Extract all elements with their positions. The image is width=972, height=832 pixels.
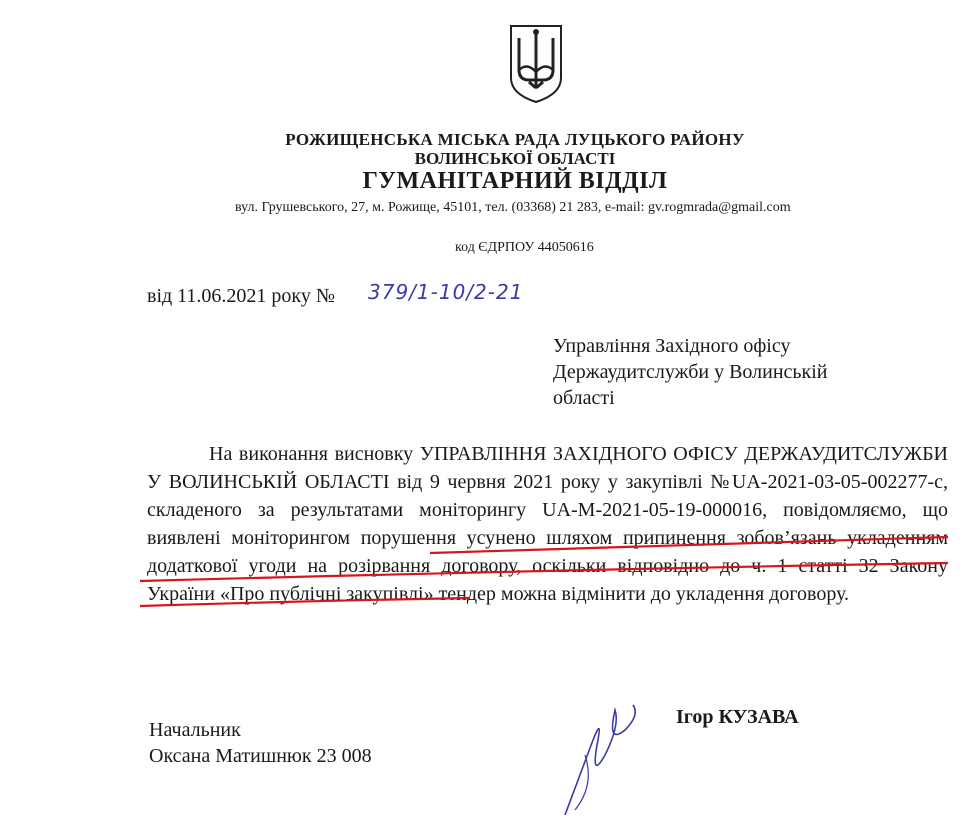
position-title: Начальник [149,719,241,741]
council-name: РОЖИЩЕНСЬКА МІСЬКА РАДА ЛУЦЬКОГО РАЙОНУ [285,130,745,149]
registration-line [147,285,335,308]
letter-body [147,440,948,608]
body-highlighted-text: повідомляємо, що виявлені моніторингом порушення усунено шляхом припинення зобов’язань укладенням додаткової угоди на розірвання договору, [147,499,948,577]
handwritten-signature-icon [545,685,665,825]
body-text-part2: оскільки відповідно до ч. 1 статті 32 Закону України «Про публічні закупівлі» тендер можна відмінити до укладення договору. [147,555,948,605]
signer-name: Ігор КУЗАВА [676,706,799,728]
registration-number-handwritten: 379/1-10/2-21 [368,280,524,304]
recipient-block [553,333,893,411]
executor-info: Оксана Матишнюк 23 008 [149,745,372,767]
region-name: ВОЛИНСЬКОЇ ОБЛАСТІ [414,149,616,168]
edrpou-code: код ЄДРПОУ 44050616 [455,240,594,255]
recipient-line: Управління Західного офісу [553,335,791,357]
signature-block-left [149,717,372,769]
trident-emblem-icon [507,22,565,106]
recipient-line: області [553,387,615,409]
body-text-part1: На виконання висновку УПРАВЛІННЯ ЗАХІДНОГО ОФІСУ ДЕРЖАУДИТСЛУЖБИ У ВОЛИНСЬКІЙ ОБЛАСТІ від 9 червня 2021 року у закупівлі №UA-2021-03-05-002277-с, складеного за результатами моніторингу UA-M-2021-05-19-000016, [147,443,948,521]
address-line: вул. Грушевського, 27, м. Рожище, 45101, тел. (03368) 21 283, e-mail: gv.rogmrada@gmail.com [235,200,791,215]
registration-prefix: від 11.06.2021 року № [147,285,335,307]
recipient-line: Держаудитслужби у Волинській [553,361,828,383]
department-name: ГУМАНІТАРНИЙ ВІДДІЛ [362,168,668,194]
